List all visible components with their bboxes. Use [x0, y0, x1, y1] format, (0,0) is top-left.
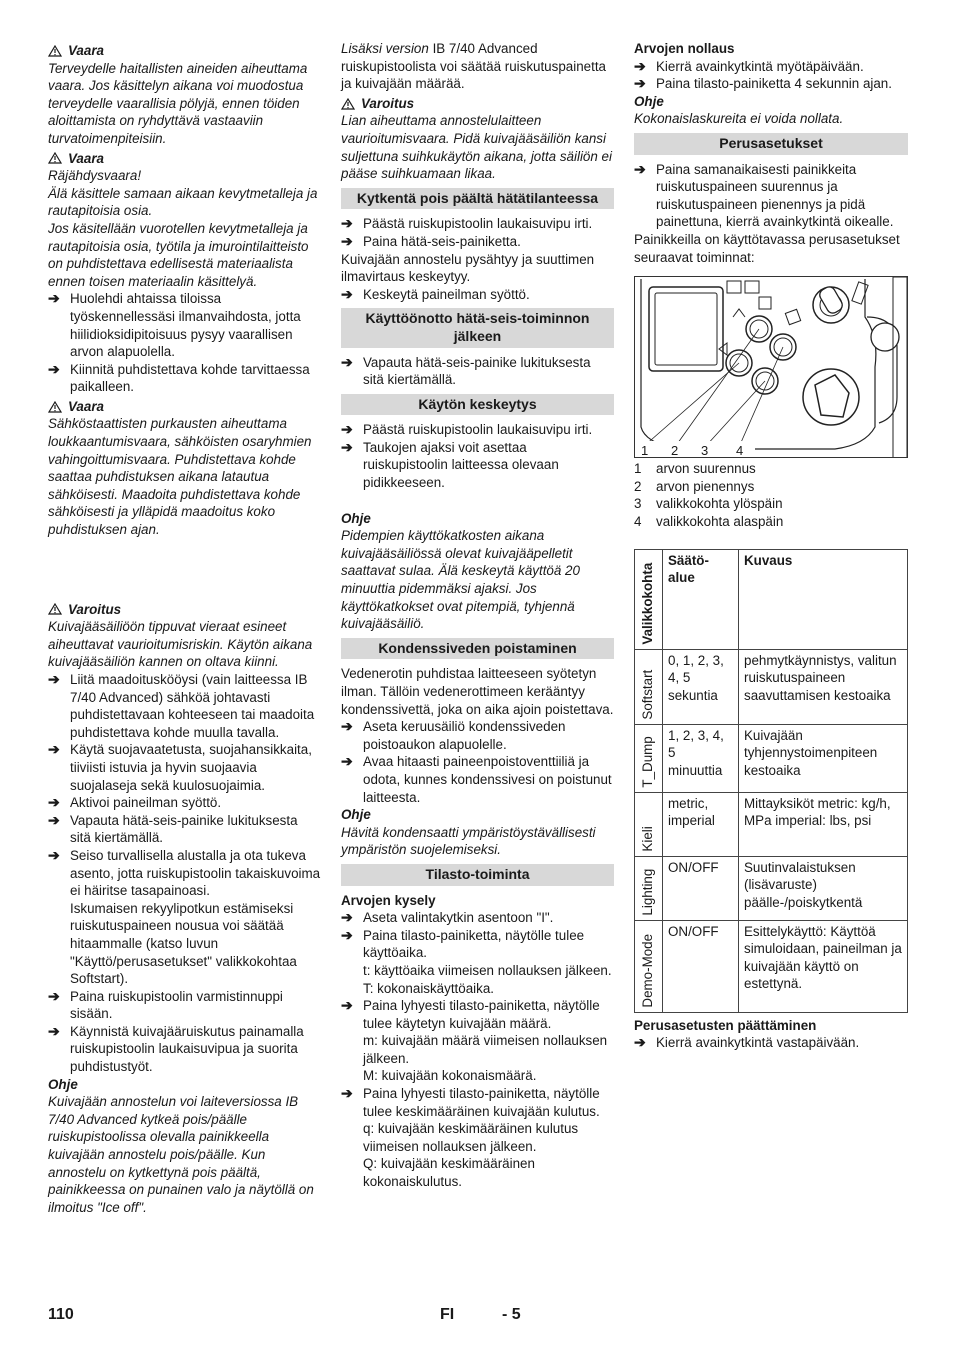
instruction-step: ➔ Kierrä avainkytkintä vastapäivään.	[634, 1034, 860, 1051]
instruction-step: ➔ Aseta valintakytkin asentoon "I".	[341, 909, 554, 926]
table-row	[635, 649, 908, 724]
note-heading: Ohje	[48, 1076, 78, 1092]
table-cell: pehmytkäynnistys, valitun ruiskutuspaineen saavuttamisen kestoaika	[739, 649, 908, 724]
arrow-icon: ➔	[341, 1085, 353, 1102]
arrow-icon: ➔	[634, 75, 646, 92]
note-heading: Ohje	[341, 807, 371, 823]
warning-text: Älä käsittele samaan aikaan kevytmetalleja ja rautapitoisia osia.	[48, 185, 318, 219]
note-heading: Ohje	[341, 510, 371, 526]
legend-item: 3 valikkokohta ylöspäin	[634, 496, 783, 512]
instruction-step: ➔ Käynnistä kuivajääruiskutus painamalla ruiskupistoolin laukaisuvipua ja suorita puhdistustyöt.	[48, 1022, 304, 1075]
warning-heading: Vaara	[48, 150, 321, 168]
warning-text: Lian aiheuttama annostelulaitteen vaurioitumisvaara. Pidä kuivajääsäiliön kansi suljettuna suihkukäytön aikana, jotta säiliön ei pääse suihkuamaan likaa.	[341, 113, 612, 182]
arrow-icon: ➔	[48, 811, 60, 828]
section-heading: Käyttöönotto hätä-seis-toiminnon jälkeen	[341, 308, 614, 347]
instruction-step: ➔ Paina samanaikaisesti painikkeita ruiskutuspaineen suurennus ja ruiskutuspaineen pienennys ja pidä painettuna, kierrä avainkytkintä oikealle.	[634, 160, 894, 230]
instruction-step: ➔ Seiso turvallisella alustalla ja ota tukeva asento, jotta ruiskupistoolin takaiskuvoima ei häiritse tasapainoasi.	[48, 846, 321, 899]
instruction-step: ➔ Huolehdi ahtaissa tiloissa työskennellessäsi ilmanvaihdosta, jotta hiilidioksidipitoisuus pysyy vaarallisen arvon alapuolella.	[48, 290, 301, 360]
arrow-icon: ➔	[48, 1022, 60, 1039]
table-cell: Esittelykäyttö: Käyttöä simuloidaan, paineilman ja kuivajään käyttö on estettynä.	[739, 920, 908, 1012]
warning-triangle-icon	[48, 603, 62, 615]
instruction-step: ➔ Kiinnitä puhdistettava kohde tarvittaessa paikalleen.	[48, 360, 310, 395]
step-note: Iskumaisen rekyylipotkun estämiseksi ruiskutuspaineen nousua voi säätää hitaammalle (katso luvun "Käyttö/perusasetukset" valikkokohtaa Softstart).	[70, 900, 297, 987]
legend-item: 2 arvon pienennys	[634, 478, 755, 494]
instruction-step: ➔ Liitä maadoituskööysi (vain laitteessa IB 7/40 Advanced) sähköä johtavasti puhdistettavaan kohteeseen tai maadoita puhdistettava kohde muulla tavalla.	[48, 671, 315, 740]
table-row	[635, 792, 908, 856]
instruction-step: ➔ Vapauta hätä-seis-painike lukituksesta sitä kiertämällä.	[341, 353, 591, 388]
arrow-icon: ➔	[341, 232, 353, 249]
subheading: Perusasetusten päättäminen	[634, 1017, 817, 1033]
section-heading: Tilasto-toiminta	[341, 864, 614, 886]
step-note: M: kuivajään kokonaismäärä.	[363, 1068, 537, 1084]
arrow-icon: ➔	[48, 741, 60, 758]
table-header-row	[635, 549, 908, 649]
arrow-icon: ➔	[341, 285, 353, 302]
arrow-icon: ➔	[48, 987, 60, 1004]
table-cell: Mittayksiköt metric: kg/h, MPa imperial: lbs, psi	[739, 792, 908, 856]
note-text: Kuivajään annostelun voi laiteversiossa IB 7/40 Advanced kytkeä pois/päälle ruiskupistoolissa olevalla painikkeella kuivajään annostelu pois/päälle. Kun annostelu on kytkettynä pois päältä, painikkeessa on punainen valo ja näytöllä on ilmoitus "Ice off".	[48, 1094, 314, 1215]
instruction-step: ➔ Aseta keruusäiliö kondenssiveden poistoaukon alapuolelle.	[341, 718, 566, 752]
step-note: T: kokonaiskäyttöaika.	[363, 980, 494, 996]
arrow-icon: ➔	[341, 753, 353, 770]
step-note: t: käyttöaika viimeisen nollauksen jälkeen.	[363, 962, 612, 978]
column-3	[634, 40, 908, 1052]
table-cell: Demo-Mode	[635, 920, 663, 1012]
table-header-cell: Kuvaus	[739, 549, 908, 649]
paragraph: Vedenerotin puhdistaa laitteeseen syötetyn ilman. Tällöin vedenerottimeen kerääntyy kondenssivettä, joka on aika ajoin poistettava.	[341, 666, 614, 717]
warning-triangle-icon	[48, 45, 62, 57]
language-code: FI	[440, 1306, 455, 1323]
table-cell: Suutinvalaistuksen (lisävaruste) päälle-/poiskytkentä	[739, 856, 908, 920]
step-note: q: kuivajään keskimääräinen kulutus viimeisen nollauksen jälkeen.	[363, 1121, 579, 1154]
instruction-step: ➔ Paina tilasto-painiketta 4 sekunnin ajan.	[634, 75, 892, 92]
settings-table	[634, 549, 908, 1013]
arrow-icon: ➔	[634, 160, 646, 177]
step-note: m: kuivajään määrä viimeisen nollauksen jälkeen.	[363, 1033, 608, 1066]
table-cell: Kieli	[635, 792, 663, 856]
instruction-step: ➔ Paina lyhyesti tilasto-painiketta, näytölle tulee keskimääräinen kuivajään kulutus.	[341, 1085, 600, 1119]
warning-text: Terveydelle haitallisten aineiden aiheuttama vaara. Jos käsittelyn aikana voi muodostua terveydelle vaarallisia pölyjä, ennen töiden aloittamista on ryhdyttävä vastaaviin turvatoimenpiteisiin.	[48, 60, 308, 146]
column-1	[48, 40, 321, 1216]
table-row	[635, 724, 908, 792]
arrow-icon: ➔	[48, 794, 60, 811]
section-heading: Perusasetukset	[634, 133, 908, 155]
figure-label-1: 1	[641, 443, 649, 459]
note-text: Pidempien käyttökatkosten aikana kuivajääsäiliössä olevat kuivajääpelletit saattavat sulaa. Älä keskeytä käyttöä 20 minuuttia pidemmäksi ajaksi. Jos käyttökatkokset ovat pitempiä, tyhjennä kuivajääsäiliö.	[341, 528, 580, 632]
warning-triangle-icon	[48, 401, 62, 413]
instruction-step: ➔ Keskeytä paineilman syöttö.	[341, 285, 530, 302]
table-header-cell: Valikkokohta	[635, 549, 663, 649]
table-row	[635, 856, 908, 920]
arrow-icon: ➔	[341, 215, 353, 232]
table-cell: Softstart	[635, 649, 663, 724]
table-cell: ON/OFF	[663, 920, 739, 1012]
arrow-icon: ➔	[341, 909, 353, 926]
warning-text: Sähköstaattisten purkausten aiheuttama loukkaantumisvaara, sähköisten osaryhmien vahingoittumisvaara. Puhdistettava kohde saattaa puhdistuksen aikana latautua sähköisesti. Maadoita puhdistettava kohde sähköisesti ja ylläpidä maadoitus koko puhdistuksen ajan.	[48, 416, 312, 538]
table-cell: 0, 1, 2, 3, 4, 5 sekuntia	[663, 649, 739, 724]
section-page-number: - 5	[502, 1306, 521, 1323]
instruction-step: ➔ Päästä ruiskupistoolin laukaisuvipu irti.	[341, 421, 593, 438]
table-cell: ON/OFF	[663, 856, 739, 920]
instruction-step: ➔ Paina hätä-seis-painiketta.	[341, 232, 521, 249]
warning-heading: Varoitus	[341, 95, 614, 113]
table-row	[635, 920, 908, 1012]
legend-item: 4 valikkokohta alaspäin	[634, 513, 784, 529]
column-2	[341, 40, 614, 1191]
arrow-icon: ➔	[48, 290, 60, 307]
legend-item: 1 arvon suurennus	[634, 461, 756, 477]
instruction-step: ➔ Paina ruiskupistoolin varmistinnuppi sisään.	[48, 987, 283, 1022]
arrow-icon: ➔	[48, 671, 60, 687]
warning-heading: Varoitus	[48, 601, 321, 619]
warning-heading: Vaara	[48, 398, 321, 416]
instruction-step: ➔ Aktivoi paineilman syöttö.	[48, 794, 222, 811]
warning-triangle-icon	[341, 98, 355, 110]
intro-text: Lisäksi version IB 7/40 Advanced ruiskupistoolista voi säätää ruiskutuspainetta ja kuivajään määrää.	[341, 41, 606, 92]
arrow-icon: ➔	[341, 438, 353, 455]
table-header-cell: Säätö-alue	[663, 549, 739, 649]
instruction-step: ➔ Kierrä avainkytkintä myötäpäivään.	[634, 57, 864, 74]
instruction-step: ➔ Taukojen ajaksi voit asettaa ruiskupistoolin laitteessa olevaan pidikkeeseen.	[341, 438, 559, 491]
instruction-step: ➔ Avaa hitaasti paineenpoistoventtiiliä ja odota, kunnes kondenssivesi on poistunut laitteesta.	[341, 753, 612, 805]
section-heading: Kondenssiveden poistaminen	[341, 638, 614, 660]
arrow-icon: ➔	[341, 421, 353, 438]
paragraph: Painikkeilla on käyttötavassa perusasetukset seuraavat toiminnat:	[634, 231, 900, 265]
subheading: Arvojen nollaus	[634, 41, 735, 56]
arrow-icon: ➔	[341, 926, 353, 943]
table-cell: 1, 2, 3, 4, 5 minuuttia	[663, 724, 739, 792]
arrow-icon: ➔	[341, 353, 353, 370]
figure-legend	[634, 460, 908, 530]
arrow-icon: ➔	[48, 846, 60, 863]
note-heading: Ohje	[634, 93, 664, 109]
step-note: Q: kuivajään keskimääräinen kokonaiskulutus.	[363, 1156, 535, 1190]
table-cell: metric, imperial	[663, 792, 739, 856]
arrow-icon: ➔	[634, 57, 646, 74]
arrow-icon: ➔	[341, 718, 353, 735]
warning-triangle-icon	[48, 152, 62, 164]
figure-label-2: 2	[671, 443, 679, 459]
section-heading: Käytön keskeytys	[341, 394, 614, 416]
warning-heading: Vaara	[48, 42, 321, 60]
note-text: Hävitä kondensaatti ympäristöystävällisesti ympäristön suojelemiseksi.	[341, 824, 596, 858]
instruction-step: ➔ Päästä ruiskupistoolin laukaisuvipu irti.	[341, 215, 593, 232]
figure-label-3: 3	[701, 443, 709, 459]
arrow-icon: ➔	[341, 997, 353, 1014]
table-cell: T_Dump	[635, 724, 663, 792]
instruction-step: ➔ Paina tilasto-painiketta, näytölle tulee käyttöaika.	[341, 926, 585, 961]
table-cell: Kuivajään tyhjennystoimenpiteen kestoaika	[739, 724, 908, 792]
warning-text: Räjähdysvaara!	[48, 168, 142, 184]
instruction-step: ➔ Paina lyhyesti tilasto-painiketta, näytölle tulee käytetyn kuivajään määrä.	[341, 997, 600, 1031]
figure-label-4: 4	[736, 443, 744, 459]
arrow-icon: ➔	[48, 360, 60, 377]
note-text: Kokonaislaskureita ei voida nollata.	[634, 111, 844, 127]
instruction-step: ➔ Käytä suojavaatetusta, suojahansikkaita, tiiviisti istuvia ja hyvin suojaavia suojalaseja sekä kuulosuojaimia.	[48, 741, 312, 793]
page-number: 110	[48, 1306, 74, 1323]
warning-text: Jos käsitellään vuorotellen kevytmetalleja ja rautapitoisia osia, työtila ja imurointilaitteisto on puhdistettava edellisestä materiaalista ennen toisen materiaalin käsittelyä.	[48, 220, 309, 289]
control-panel-figure	[634, 276, 908, 458]
table-cell: Lighting	[635, 856, 663, 920]
control-panel-illustration	[635, 277, 908, 458]
section-heading: Kytkentä pois päältä hätätilanteessa	[341, 188, 614, 210]
warning-text: Kuivajääsäiliöön tippuvat vieraat esineet aiheuttavat vaurioitumisriskin. Käytön aikana kuivajääsäiliön kannen on oltava kiinni.	[48, 619, 313, 670]
paragraph: Kuivajään annostelu pysähtyy ja suuttimen ilmavirtaus keskeytyy.	[341, 251, 595, 285]
subheading: Arvojen kysely	[341, 892, 436, 908]
instruction-step: ➔ Vapauta hätä-seis-painike lukituksesta sitä kiertämällä.	[48, 811, 298, 846]
arrow-icon: ➔	[634, 1034, 646, 1051]
